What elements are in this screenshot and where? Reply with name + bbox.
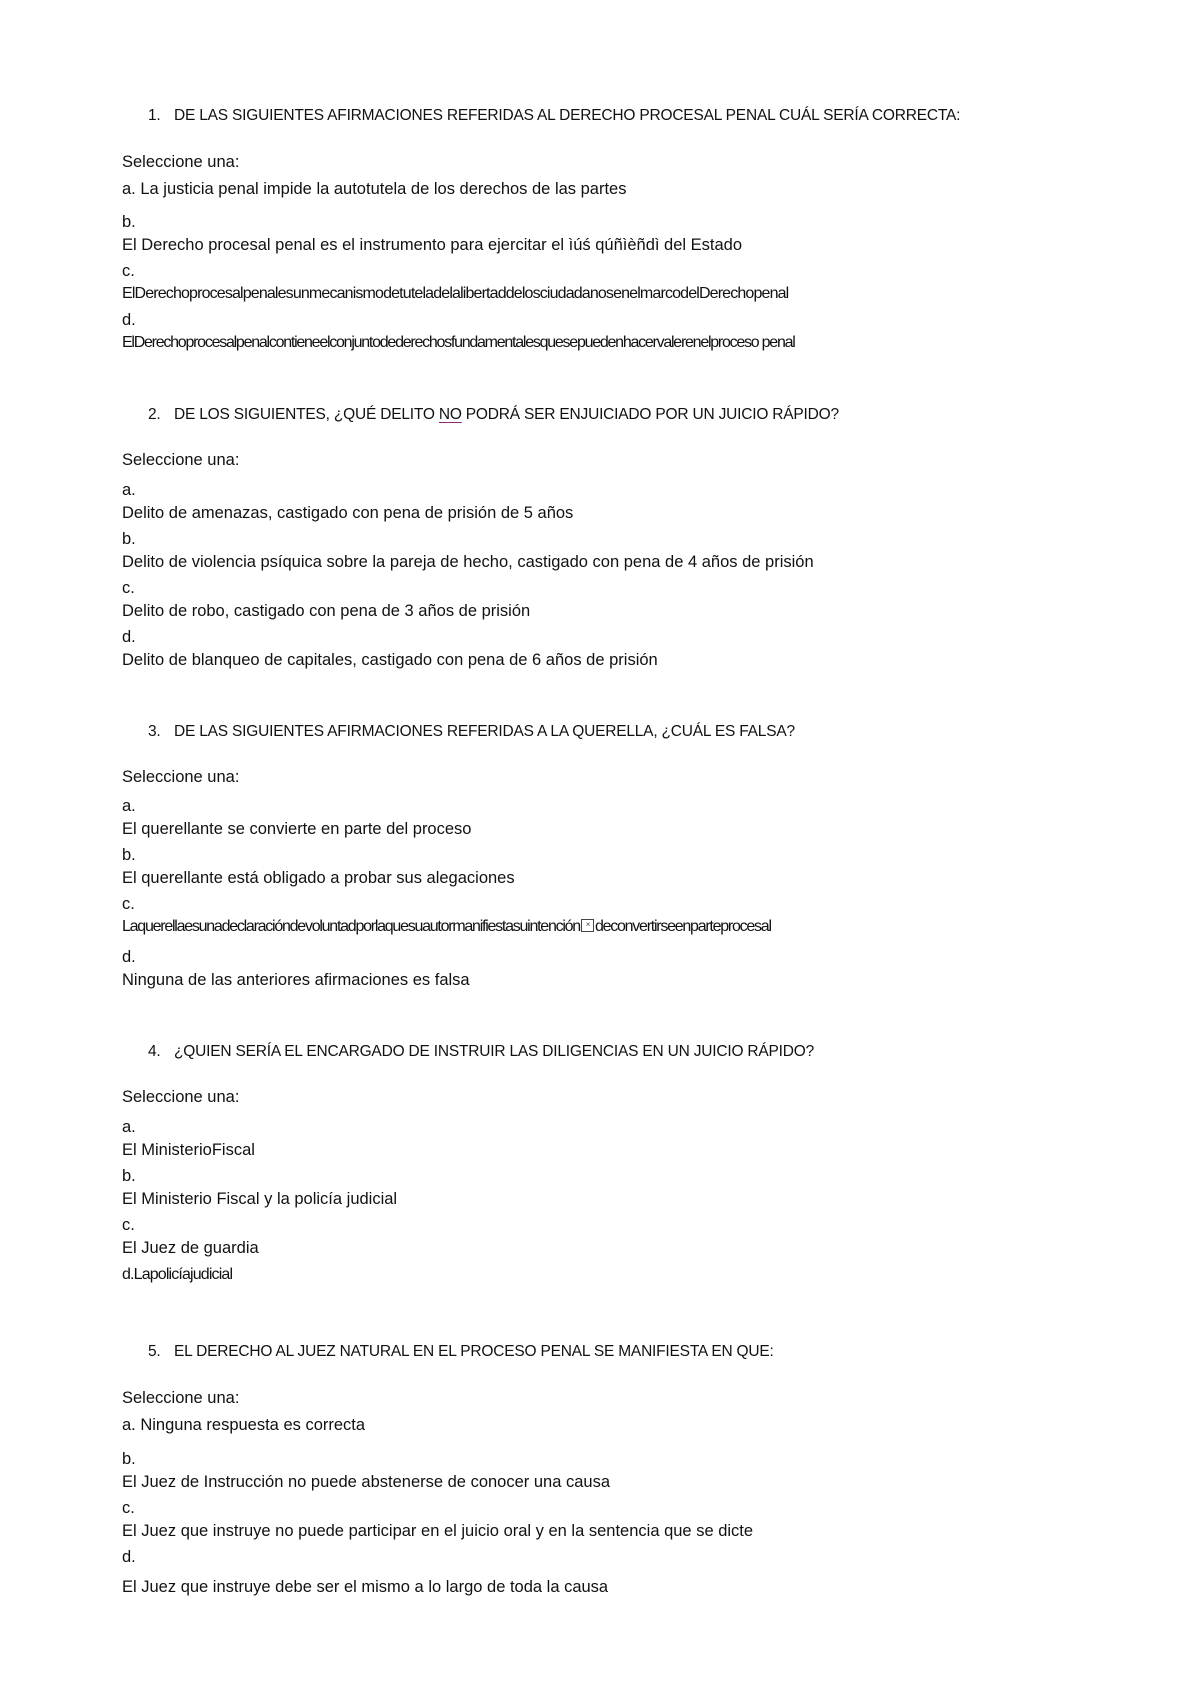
answer-option-b[interactable]: El Derecho procesal penal es el instrumento para ejercitar el ìúś qúñìèñdì del Estado [122,236,743,254]
question-number: 4. [148,1043,161,1060]
option-label-d: d. [122,1548,136,1566]
option-label-a: a. [122,1118,136,1136]
option-label-c: c. [122,1499,135,1517]
option-label-d: d. [122,628,136,646]
select-prompt: Seleccione una: [122,1389,240,1407]
answer-option-b[interactable]: Delito de violencia psíquica sobre la pareja de hecho, castigado con pena de 4 años de prisión [122,553,814,571]
answer-option-d[interactable]: Ninguna de las anteriores afirmaciones es falsa [122,971,470,989]
question-3-title [148,723,795,741]
question-number: 3. [148,723,161,740]
question-text-start: DE LOS SIGUIENTES, ¿QUÉ DELITO [174,406,439,423]
question-text-emphasis: NO [438,406,462,423]
answer-option-c[interactable]: Delito de robo, castigado con pena de 3 años de prisión [122,602,531,620]
select-prompt: Seleccione una: [122,153,240,171]
question-2-title [148,406,839,424]
option-label-b: b. [122,1450,136,1468]
answer-option-d[interactable]: El Juez que instruye debe ser el mismo a lo largo de toda la causa [122,1578,609,1596]
answer-option-d[interactable]: ElDerechoprocesalpenalcontieneelconjuntodederechosfundamentalesquesepuedenhacervalerenelproceso penal [122,334,795,351]
option-label-b: b. [122,530,136,548]
boxed-placeholder-icon: × [581,919,594,932]
answer-option-c[interactable]: El Juez de guardia [122,1239,259,1257]
answer-option-a[interactable]: a. Ninguna respuesta es correcta [122,1416,366,1434]
option-label-b: b. [122,213,136,231]
question-text-end: PODRÁ SER ENJUICIADO POR UN JUICIO RÁPIDO? [461,406,839,423]
option-label-c: c. [122,1216,135,1234]
option-text-start: Laquerellaesunadeclaracióndevoluntadporlaquesuautormanifiestasuintención [122,918,580,935]
option-label-c: c. [122,895,135,913]
question-1-title [148,107,960,125]
question-text: DE LAS SIGUIENTES AFIRMACIONES REFERIDAS AL DERECHO PROCESAL PENAL CUÁL SERÍA CORRECTA: [174,107,961,124]
answer-option-a[interactable]: a. La justicia penal impide la autotutela de los derechos de las partes [122,180,627,198]
answer-option-a[interactable]: El querellante se convierte en parte del proceso [122,820,472,838]
question-text: ¿QUIEN SERÍA EL ENCARGADO DE INSTRUIR LAS DILIGENCIAS EN UN JUICIO RÁPIDO? [174,1043,815,1060]
answer-option-d[interactable]: d.Lapolicíajudicial [122,1266,233,1283]
select-prompt: Seleccione una: [122,1088,240,1106]
answer-option-b[interactable]: El Juez de Instrucción no puede abstenerse de conocer una causa [122,1473,610,1491]
answer-option-c[interactable]: ElDerechoprocesalpenalesunmecanismodetuteladelalibertaddelosciudadanosenelmarcodelDerechopenal [122,285,789,302]
question-number: 5. [148,1343,161,1360]
answer-option-a[interactable]: El MinisterioFiscal [122,1141,255,1159]
question-number: 1. [148,107,161,124]
answer-option-b[interactable]: El querellante está obligado a probar sus alegaciones [122,869,515,887]
option-label-c: c. [122,262,135,280]
question-number: 2. [148,406,161,423]
answer-option-d[interactable]: Delito de blanqueo de capitales, castigado con pena de 6 años de prisión [122,651,658,669]
question-text: DE LAS SIGUIENTES AFIRMACIONES REFERIDAS A LA QUERELLA, ¿CUÁL ES FALSA? [174,723,795,740]
option-text-end: deconvertirseenparteprocesal [594,918,771,935]
answer-option-b[interactable]: El Ministerio Fiscal y la policía judicial [122,1190,398,1208]
option-label-a: a. [122,797,136,815]
option-label-a: a. [122,481,136,499]
answer-option-c[interactable] [122,918,771,936]
option-label-c: c. [122,579,135,597]
answer-option-a[interactable]: Delito de amenazas, castigado con pena de prisión de 5 años [122,504,574,522]
option-label-b: b. [122,846,136,864]
option-label-d: d. [122,948,136,966]
option-label-d: d. [122,311,136,329]
select-prompt: Seleccione una: [122,451,240,469]
question-5-title [148,1343,774,1361]
select-prompt: Seleccione una: [122,768,240,786]
question-text: EL DERECHO AL JUEZ NATURAL EN EL PROCESO PENAL SE MANIFIESTA EN QUE: [174,1343,774,1360]
question-4-title [148,1043,814,1061]
option-label-b: b. [122,1167,136,1185]
answer-option-c[interactable]: El Juez que instruye no puede participar en el juicio oral y en la sentencia que se dicte [122,1522,754,1540]
